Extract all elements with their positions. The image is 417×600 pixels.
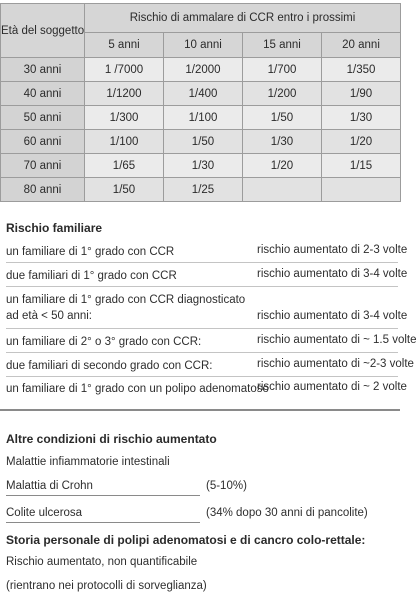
period-header: 10 anni [164, 33, 243, 58]
family-risk-value: rischio aumentato di 3-4 volte [257, 310, 408, 322]
age-cell: 80 anni [1, 178, 85, 202]
risk-cell: 1/200 [243, 82, 322, 106]
table-row [1, 130, 401, 154]
row-divider [6, 352, 398, 353]
risk-cell: 1/1200 [85, 82, 164, 106]
colitis-underline [6, 522, 200, 523]
risk-cell: 1/100 [85, 130, 164, 154]
row-divider [6, 286, 398, 287]
age-cell: 30 anni [1, 58, 85, 82]
colitis-value: (34% dopo 30 anni di pancolite) [206, 507, 368, 519]
family-risk-value: rischio aumentato di 3-4 volte [257, 268, 408, 280]
family-condition: un familiare di 1° grado con CCR [6, 246, 175, 258]
risk-cell: 1/50 [85, 178, 164, 202]
risk-cell: 1/400 [164, 82, 243, 106]
crohn-label: Malattia di Crohn [6, 480, 93, 492]
family-condition: due familiari di secondo grado con CCR: [6, 360, 213, 372]
personal-history-title: Storia personale di polipi adenomatosi e di cancro colo-rettale: [6, 533, 366, 547]
table-row [1, 82, 401, 106]
family-risk-value: rischio aumentato di ~2-3 volte [257, 358, 414, 370]
table-row [1, 58, 401, 82]
risk-cell: 1/50 [164, 130, 243, 154]
risk-cell: 1/65 [85, 154, 164, 178]
risk-cell: 1/50 [243, 106, 322, 130]
risk-cell: 1/2000 [164, 58, 243, 82]
crohn-underline [6, 495, 200, 496]
age-cell: 50 anni [1, 106, 85, 130]
risk-cell: 1/15 [322, 154, 401, 178]
family-condition: un familiare di 1° grado con CCR diagnosticato ad età < 50 anni: [6, 294, 246, 322]
table-row [1, 106, 401, 130]
family-risk-value: rischio aumentato di ~ 2 volte [257, 381, 407, 393]
risk-cell: 1/20 [243, 154, 322, 178]
risk-cell: 1/25 [164, 178, 243, 202]
risk-table [0, 3, 401, 202]
family-condition: due familiari di 1° grado con CCR [6, 270, 177, 282]
colitis-label: Colite ulcerosa [6, 507, 83, 519]
risk-cell: 1/100 [164, 106, 243, 130]
ibd-subtitle: Malattie infiammatorie intestinali [6, 456, 170, 468]
row-divider [6, 328, 398, 329]
risk-cell [243, 178, 322, 202]
risk-cell: 1/30 [164, 154, 243, 178]
family-condition: un familiare di 1° grado con un polipo adenomatoso [6, 383, 269, 395]
family-risk-title: Rischio familiare [6, 221, 103, 235]
other-conditions-title: Altre condizioni di rischio aumentato [6, 432, 217, 446]
period-header: 5 anni [85, 33, 164, 58]
row-divider [6, 376, 398, 377]
age-cell: 40 anni [1, 82, 85, 106]
risk-cell: 1/300 [85, 106, 164, 130]
family-condition: un familiare di 2° o 3° grado con CCR: [6, 336, 202, 348]
risk-cell: 1/90 [322, 82, 401, 106]
risk-cell: 1/700 [243, 58, 322, 82]
crohn-value: (5-10%) [206, 480, 247, 492]
risk-cell: 1 /7000 [85, 58, 164, 82]
age-cell: 60 anni [1, 130, 85, 154]
risk-cell: 1/30 [243, 130, 322, 154]
risk-cell [322, 178, 401, 202]
table-row [1, 154, 401, 178]
age-column-header: Età del soggetto [1, 4, 85, 58]
table-row [1, 178, 401, 202]
family-risk-value: rischio aumentato di 2-3 volte [257, 244, 408, 256]
personal-history-note: (rientrano nei protocolli di sorveglianza) [6, 580, 207, 592]
row-divider [6, 262, 398, 263]
period-header: 15 anni [243, 33, 322, 58]
personal-history-line: Rischio aumentato, non quantificabile [6, 556, 198, 568]
age-cell: 70 anni [1, 154, 85, 178]
risk-cell: 1/20 [322, 130, 401, 154]
period-header: 20 anni [322, 33, 401, 58]
risk-column-header: Rischio di ammalare di CCR entro i prossimi [85, 4, 401, 33]
risk-cell: 1/30 [322, 106, 401, 130]
family-risk-value: rischio aumentato di ~ 1.5 volte [257, 334, 417, 346]
section-divider [0, 409, 400, 411]
risk-cell: 1/350 [322, 58, 401, 82]
